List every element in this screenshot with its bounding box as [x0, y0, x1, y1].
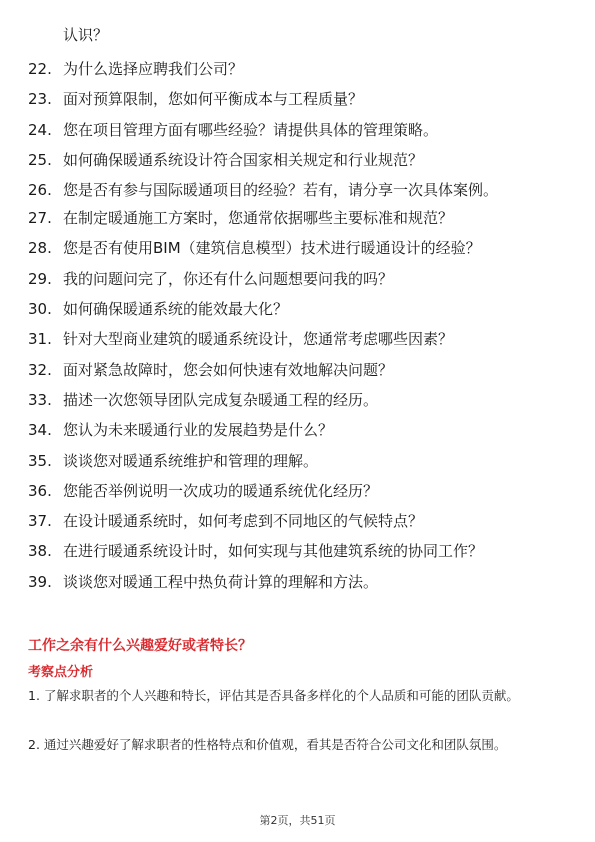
list-item: 34. 您认为未来暖通行业的发展趋势是什么？ [28, 421, 334, 440]
list-item: 38. 在进行暖通系统设计时，如何实现与其他建筑系统的协同工作？ [28, 542, 484, 561]
list-item: 25. 如何确保暖通系统设计符合国家相关规定和行业规范？ [28, 150, 424, 169]
page-number: 第2页，共51页 [259, 814, 336, 827]
continuation-text: 认识？ [63, 26, 109, 44]
list-item: 33. 描述一次您领导团队完成复杂暖通工程的经历。 [28, 390, 379, 409]
list-item: 23. 面对预算限制，您如何平衡成本与工程质量？ [28, 90, 364, 109]
list-item: 37. 在设计暖通系统时，如何考虑到不同地区的气候特点？ [28, 512, 424, 531]
section-title: 工作之余有什么兴趣爱好或者特长？ [28, 638, 252, 654]
list-item: 22. 为什么选择应聘我们公司？ [28, 60, 244, 78]
list-item: 36. 您能否举例说明一次成功的暖通系统优化经历？ [28, 481, 379, 500]
list-item: 26. 您是否有参与国际暖通项目的经验？若有，请分享一次具体案例。 [28, 181, 499, 200]
list-item: 31. 针对大型商业建筑的暖通系统设计，您通常考虑哪些因素？ [28, 330, 454, 349]
list-item: 27. 在制定暖通施工方案时，您通常依据哪些主要标准和规范？ [28, 209, 454, 228]
list-item: 30. 如何确保暖通系统的能效最大化？ [28, 300, 289, 319]
list-item: 39. 谈谈您对暖通工程中热负荷计算的理解和方法。 [28, 572, 379, 591]
analysis-point: 2. 通过兴趣爱好了解求职者的性格特点和价值观，看其是否符合公司文化和团队氛围。 [28, 737, 507, 752]
list-item: 29. 我的问题问完了，你还有什么问题想要问我的吗？ [28, 269, 394, 288]
question-list [28, 58, 568, 601]
list-item: 24. 您在项目管理方面有哪些经验？请提供具体的管理策略。 [28, 120, 439, 139]
list-item: 32. 面对紧急故障时，您会如何快速有效地解决问题？ [28, 360, 394, 379]
list-item: 35. 谈谈您对暖通系统维护和管理的理解。 [28, 451, 319, 470]
analysis-point: 1. 了解求职者的个人兴趣和特长，评估其是否具备多样化的个人品质和可能的团队贡献。 [28, 688, 519, 703]
list-item: 28. 您是否有使用BIM（建筑信息模型）技术进行暖通设计的经验？ [28, 239, 481, 258]
section-subtitle: 考察点分析 [28, 665, 94, 680]
